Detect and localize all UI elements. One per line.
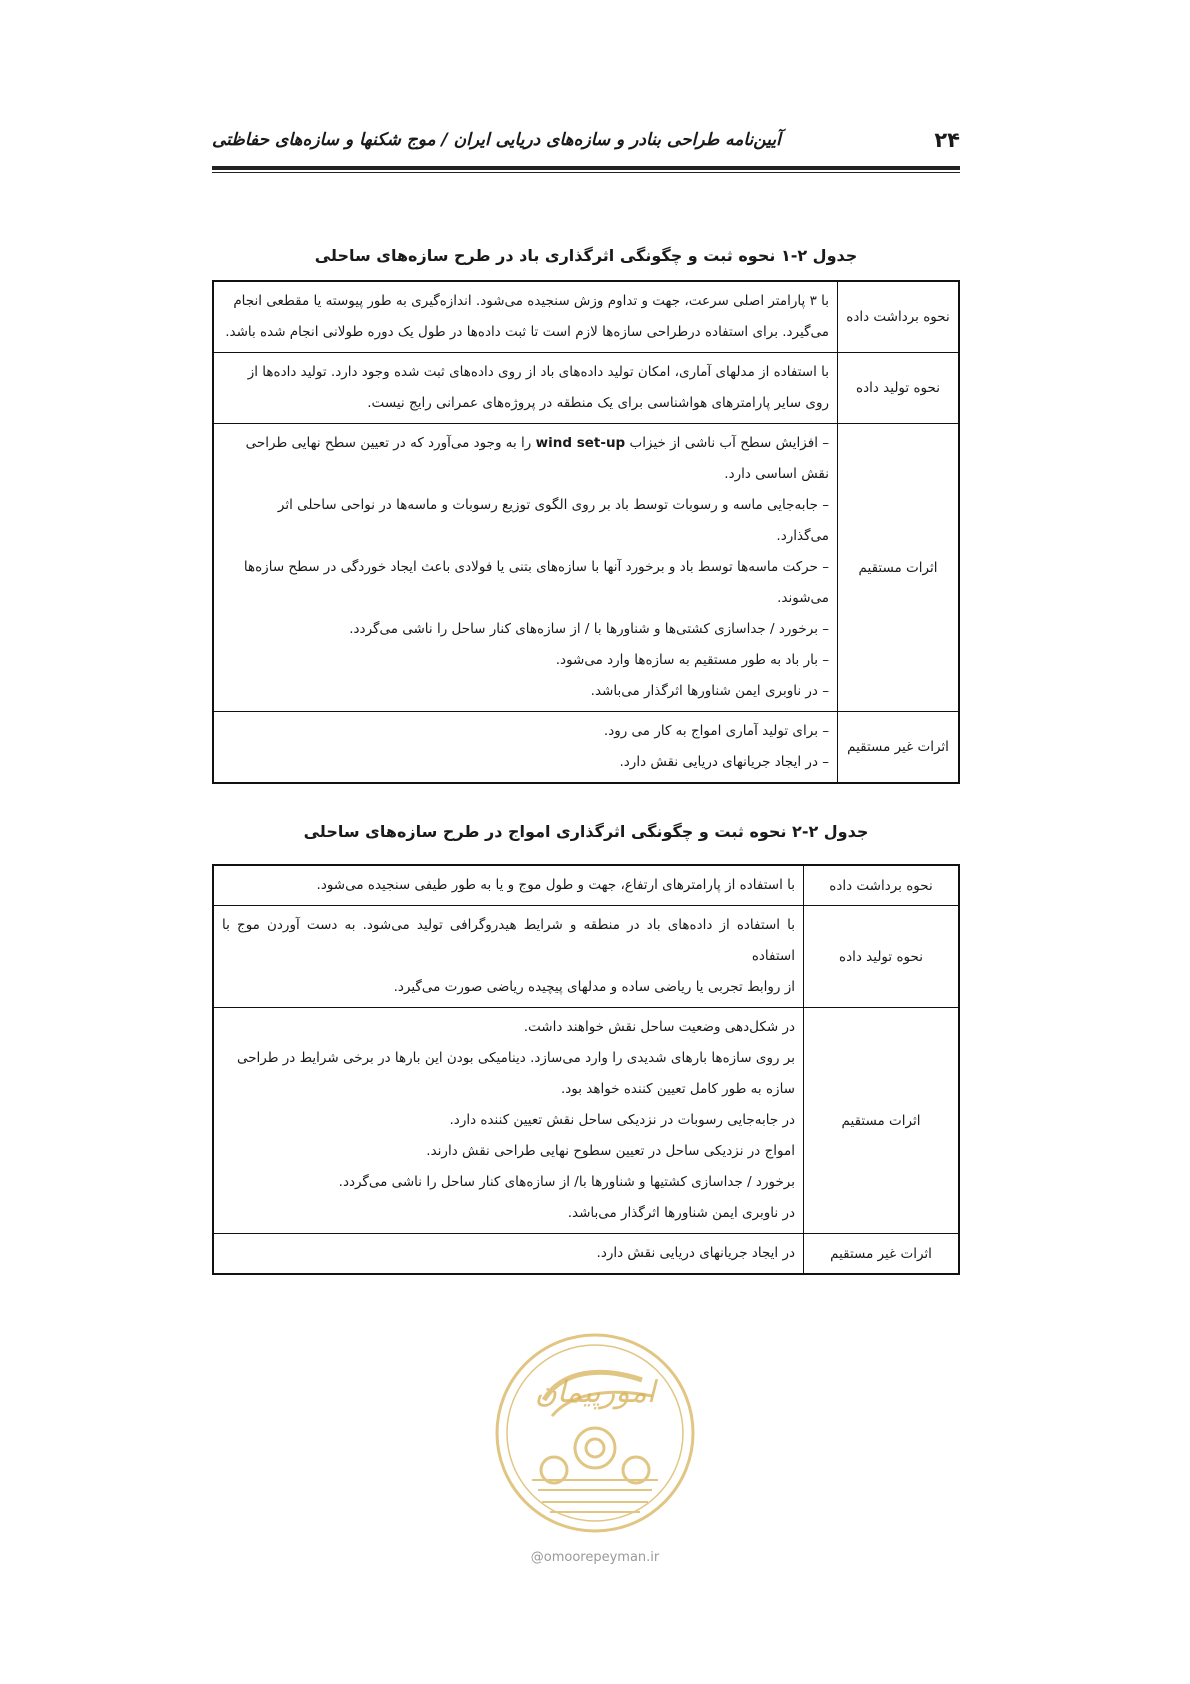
- table2-waves: [212, 864, 960, 1275]
- table1-caption: جدول ۲-۱ نحوه ثبت و چگونگی اثرگذاری باد در طرح سازه‌های ساحلی: [314, 246, 858, 265]
- row-label: نحوه تولید داده: [838, 353, 960, 424]
- header-rule-thick: [212, 166, 960, 170]
- table-row: [213, 1234, 959, 1275]
- content-line: در ایجاد جریانهای دریایی نقش دارد.: [596, 1245, 795, 1261]
- row-content: [213, 906, 804, 1008]
- table-row: [213, 865, 959, 906]
- content-line: با استفاده از مدلهای آماری، امکان تولید داده‌های باد از روی داده‌های ثبت شده وجود دارد. تولید داده‌ها از: [247, 364, 829, 380]
- content-line: می‌شوند.: [777, 590, 829, 606]
- stamp-icon: [492, 1330, 698, 1536]
- row-label: اثرات مستقیم: [838, 424, 960, 712]
- table-row: [213, 1008, 959, 1234]
- row-label: نحوه برداشت داده: [804, 865, 960, 906]
- row-content: [213, 1008, 804, 1234]
- table1-wind: [212, 280, 960, 784]
- wind-setup-term: wind set-up: [535, 435, 626, 451]
- svg-text:امورپیمان: امورپیمان: [534, 1375, 656, 1410]
- row-content: [213, 353, 838, 424]
- content-line: با استفاده از پارامترهای ارتفاع، جهت و طول موج و یا به طور طیفی سنجیده می‌شود.: [316, 877, 795, 893]
- content-line: روی سایر پارامترهای هواشناسی برای یک منطقه در پروژه‌های عمرانی رایج نیست.: [367, 395, 829, 411]
- table-row: [213, 424, 959, 712]
- row-content: [213, 281, 838, 353]
- content-line: با استفاده از داده‌های باد در منطقه و شرایط هیدروگرافی تولید می‌شود. به دست آوردن موج با استفاده: [222, 917, 795, 964]
- page-header: [212, 128, 960, 168]
- row-content: [213, 712, 838, 784]
- content-line: – برخورد / جداسازی کشتی‌ها و شناورها با / از سازه‌های کنار ساحل را ناشی می‌گردد.: [349, 621, 829, 637]
- row-label: اثرات غیر مستقیم: [804, 1234, 960, 1275]
- content-line: در جابه‌جایی رسوبات در نزدیکی ساحل نقش تعیین کننده دارد.: [449, 1112, 795, 1128]
- content-line: می‌گذارد.: [776, 528, 829, 544]
- content-line: در ناوبری ایمن شناورها اثرگذار می‌باشد.: [567, 1205, 795, 1221]
- content-line: – در ایجاد جریانهای دریایی نقش دارد.: [619, 754, 829, 770]
- content-line: از روابط تجربی یا ریاضی ساده و مدلهای پیچیده ریاضی صورت می‌گیرد.: [393, 979, 795, 995]
- content-line: – حرکت ماسه‌ها توسط باد و برخورد آنها با سازه‌های بتنی یا فولادی باعث ایجاد خوردگی در سطح سازه‌ها: [243, 559, 829, 575]
- watermark-url: @omoorepeyman.ir: [530, 1550, 660, 1565]
- row-label: نحوه تولید داده: [804, 906, 960, 1008]
- content-line: – در ناوبری ایمن شناورها اثرگذار می‌باشد.: [590, 683, 829, 699]
- content-line: – برای تولید آماری امواج به کار می رود.: [603, 723, 829, 739]
- content-line: بر روی سازه‌ها بارهای شدیدی را وارد می‌سازد. دینامیکی بودن این بارها در برخی شرایط در طراحی: [236, 1050, 795, 1066]
- content-line: [222, 428, 829, 459]
- content-line: نقش اساسی دارد.: [724, 466, 829, 482]
- line-text-before: – افزایش سطح آب ناشی از خیزاب: [629, 435, 829, 451]
- header-rule-thin: [212, 172, 960, 173]
- content-line: با ۳ پارامتر اصلی سرعت، جهت و تداوم وزش سنجیده می‌شود. اندازه‌گیری به طور پیوسته یا مقطعی انجام: [233, 293, 829, 309]
- content-line: سازه به طور کامل تعیین کننده خواهد بود.: [560, 1081, 795, 1097]
- content-line: – بار باد به طور مستقیم به سازه‌ها وارد می‌شود.: [555, 652, 829, 668]
- content-line: در شکل‌دهی وضعیت ساحل نقش خواهند داشت.: [523, 1019, 795, 1035]
- row-content: [213, 1234, 804, 1275]
- content-line: می‌گیرد. برای استفاده درطراحی سازه‌ها لازم است تا ثبت داده‌ها در طول یک دوره طولانی انجام شده باشد.: [225, 324, 829, 340]
- page-number: ۲۴: [934, 128, 960, 152]
- content-line: امواج در نزدیکی ساحل در تعیین سطوح نهایی طراحی نقش دارند.: [426, 1143, 795, 1159]
- table2-caption: جدول ۲-۲ نحوه ثبت و چگونگی اثرگذاری امواج در طرح سازه‌های ساحلی: [303, 822, 869, 841]
- content-line: برخورد / جداسازی کشتیها و شناورها با/ از سازه‌های کنار ساحل را ناشی می‌گردد.: [338, 1174, 795, 1190]
- row-label: نحوه برداشت داده: [838, 281, 960, 353]
- watermark-logo: [492, 1330, 698, 1536]
- table-row: [213, 281, 959, 353]
- table-row: [213, 353, 959, 424]
- row-content: [213, 424, 838, 712]
- table-row: [213, 906, 959, 1008]
- content-line: – جابه‌جایی ماسه و رسوبات توسط باد بر روی الگوی توزیع رسوبات و ماسه‌ها در نواحی ساحلی اثر: [277, 497, 829, 513]
- running-title: آیین‌نامه طراحی بنادر و سازه‌های دریایی ایران / موج شکنها و سازه‌های حفاظتی: [212, 130, 781, 150]
- row-content: [213, 865, 804, 906]
- table-row: [213, 712, 959, 784]
- row-label: اثرات غیر مستقیم: [838, 712, 960, 784]
- line-text-after: را به وجود می‌آورد که در تعیین سطح نهایی طراحی: [245, 435, 532, 451]
- row-label: اثرات مستقیم: [804, 1008, 960, 1234]
